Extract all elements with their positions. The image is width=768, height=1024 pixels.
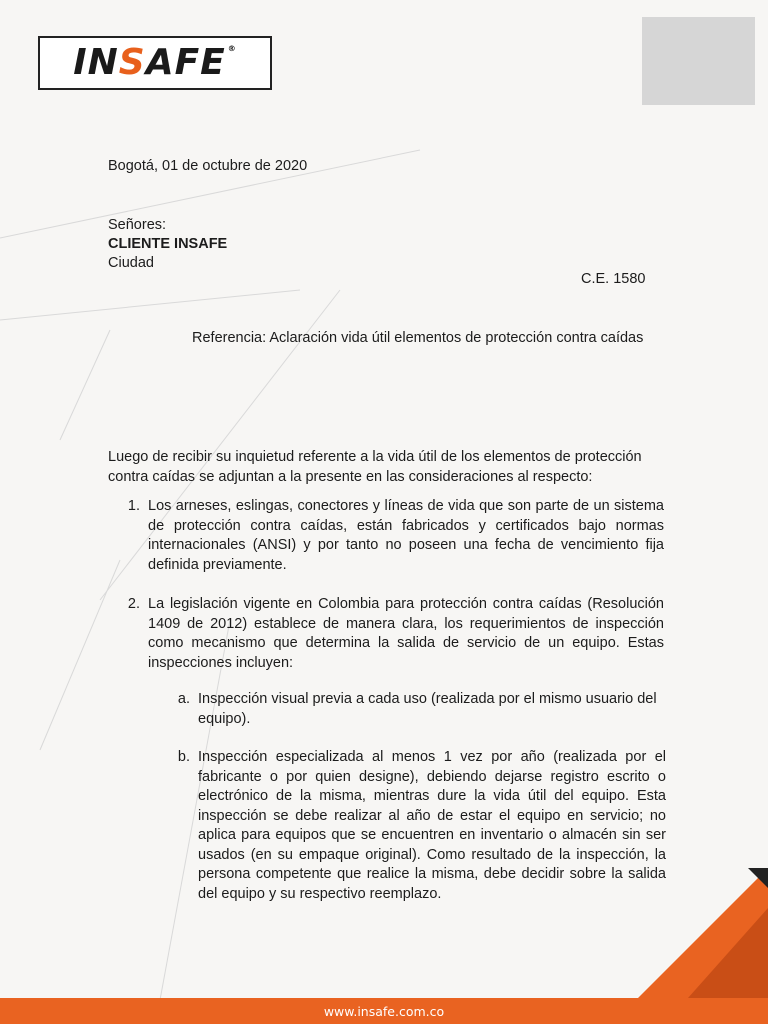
footer-url[interactable]: www.insafe.com.co: [323, 1003, 445, 1019]
salutation: Señores:: [108, 217, 167, 233]
reference-line: Referencia: Aclaración vida útil elementos de protección contra caídas: [192, 330, 644, 346]
item-number: 1.: [127, 498, 140, 514]
item-text: La legislación vigente en Colombia para protección contra caídas (Resolución 1409 de 2012) establece de manera clara, los requerimientos de inspección como mecanismo que determina la salida de servicio de un equipo. Estas inspecciones incluyen:: [148, 596, 664, 671]
sub-item-letter: b.: [177, 749, 190, 765]
item-number: 2.: [127, 596, 140, 612]
sub-item-text: Inspección especializada al menos 1 vez por año (realizada por el fabricante o por quien designe), debiendo dejarse registro escrito o electrónico de la misma, mientras dure la vida útil del equipo. Esta inspección se debe realizar al año de estar el equipo en servicio; no aplica para equipos que se encuentren en inventario o almacén sin ser usados (en su empaque original). Como resultado de la inspección, la persona competente que realice la misma, debe decidir sobre la salida del equipo y su respectivo reemplazo.: [198, 749, 666, 902]
footer-bar: [0, 998, 768, 1024]
address-block: [108, 216, 227, 273]
intro-paragraph: Luego de recibir su inquietud referente a la vida útil de los elementos de protección contra caídas se adjuntan a la presente en las consideraciones al respecto:: [108, 449, 642, 485]
item-text: Los arneses, eslingas, conectores y líneas de vida que son parte de un sistema de protección contra caídas, están fabricados y certificados bajo normas internacionales (ANSI) y por tanto no poseen una fecha de vencimiento fija definida previamente.: [148, 498, 664, 573]
list-item-2: [108, 595, 664, 673]
date-line: Bogotá, 01 de octubre de 2020: [108, 158, 308, 174]
stamp-placeholder: [642, 17, 755, 105]
sub-item-letter: a.: [177, 691, 190, 707]
city: Ciudad: [108, 255, 154, 271]
sub-item-b: [160, 748, 666, 904]
insafe-logo: INSAFE ®: [38, 36, 272, 90]
ce-number: C.E. 1580: [581, 271, 646, 287]
list-item-1: [108, 497, 664, 575]
sub-item-text: Inspección visual previa a cada uso (realizada por el mismo usuario del equipo).: [198, 691, 657, 727]
client-name: CLIENTE INSAFE: [108, 236, 228, 252]
corner-decoration: [598, 868, 768, 998]
sub-item-a: [160, 690, 666, 729]
